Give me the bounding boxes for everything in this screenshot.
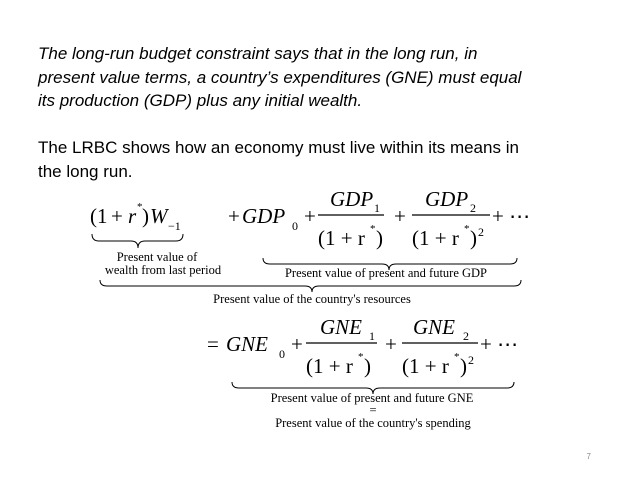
gne1-den-star: * [358,351,364,363]
gne1-numerator: GNE [320,315,362,339]
gne0-subscript: 0 [279,347,285,361]
explanation-line: the long run. [38,161,133,181]
explanation-line: The LRBC shows how an economy must live within its means in [38,138,519,157]
gne-equals: = [207,332,219,356]
gdp2-denominator: (1 + r [412,226,459,250]
gdp-plus2: + [394,204,406,228]
gdp1-den-star: * [370,223,376,235]
gdp2-den-star: * [464,223,470,235]
wealth-W: W [150,204,168,228]
gne2-den-close: ) [460,354,467,378]
spending-label: Present value of the country's spending [275,416,471,430]
gne2-denominator: (1 + r [402,354,449,378]
gdp-tail: + ⋯ [492,204,531,228]
wealth-label-line2: wealth from last period [104,263,222,277]
gne-plus2: + [385,332,397,356]
gdp-label: Present value of present and future GDP [284,266,488,280]
resources-label: Present value of the country's resources [213,292,411,306]
gne-equals-label: = [369,403,377,417]
wealth-r: r [128,204,137,228]
gdp0: GDP [242,204,286,228]
gne2-den-star: * [454,351,460,363]
gne-tail: + ⋯ [480,332,519,356]
wealth-label-line1: Present value of [116,250,198,264]
definition-line: The long-run budget constraint says that in the long run, in [38,44,478,63]
gne2-den-exponent: 2 [468,353,474,367]
resources-underbrace [100,280,521,292]
wealth-star: * [137,201,143,213]
gdp-plus1: + [304,204,316,228]
gdp1-den-close: ) [376,226,383,250]
gdp0-subscript: 0 [292,219,298,233]
gne1-den-close: ) [364,354,371,378]
gdp2-den-close: ) [470,226,477,250]
wealth-term [90,201,181,233]
wealth-open-paren: (1 [90,204,108,228]
gne-terms [207,315,518,378]
page-number: 7 [586,452,591,461]
definition-line: its production (GDP) plus any initial wealth. [38,91,363,110]
gne1-subscript: 1 [369,329,375,343]
gdp2-den-exponent: 2 [478,225,484,239]
gne2-subscript: 2 [463,329,469,343]
gdp1-denominator: (1 + r [318,226,365,250]
gdp1-numerator: GDP [330,187,374,211]
definition-line: present value terms, a country’s expenditures (GNE) must equal [38,67,522,87]
wealth-close-paren: ) [142,204,149,228]
gne-label: Present value of present and future GNE [270,391,474,405]
gne-plus1: + [291,332,303,356]
gdp2-subscript: 2 [470,201,476,215]
gdp2-numerator: GDP [425,187,469,211]
gdp-terms [228,187,530,250]
gdp-lead-plus: + [228,204,240,228]
gne1-denominator: (1 + r [306,354,353,378]
gdp1-subscript: 1 [374,201,380,215]
wealth-underbrace [92,234,183,248]
wealth-subscript: −1 [168,219,181,233]
wealth-plus: + [111,204,123,228]
gne2-numerator: GNE [413,315,455,339]
gne0: GNE [226,332,268,356]
